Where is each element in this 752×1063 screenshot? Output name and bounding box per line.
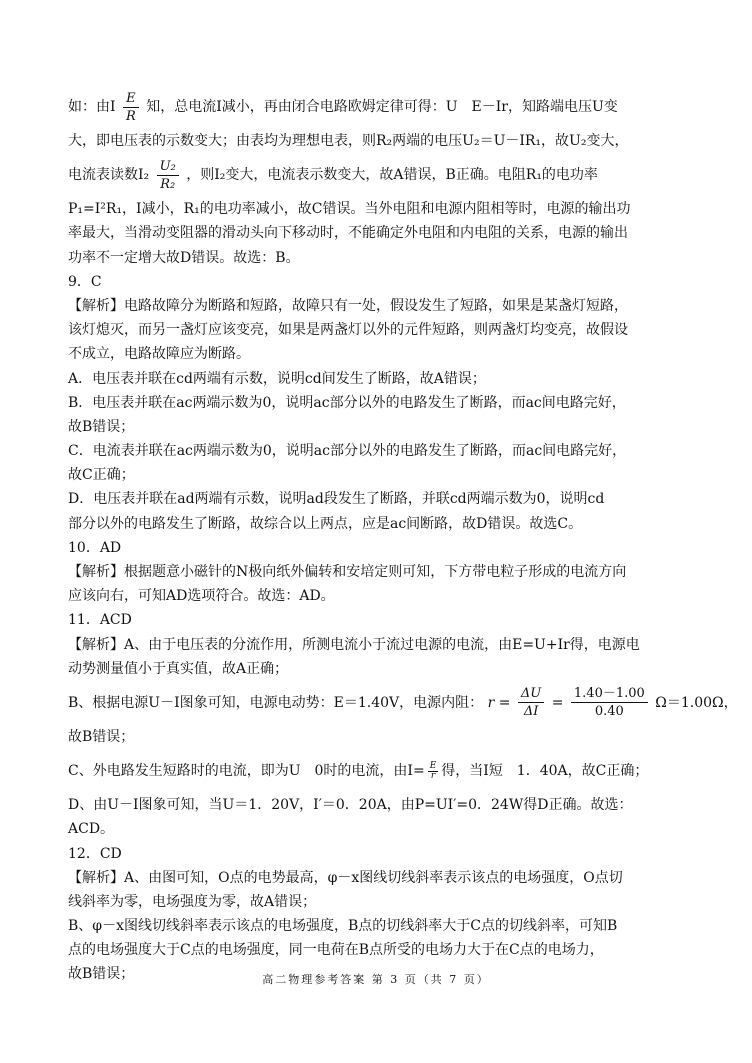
text-line: [68, 681, 738, 725]
formula-symbol: =: [551, 694, 564, 711]
option-a-line: A．电压表并联在cd两端有示数，说明cd间发生了断路，故A错误；: [68, 370, 486, 387]
text-line: 【解析】A、由图可知，O点的电势最高，φ－x图线切线斜率表示该点的电场强度，O点切: [68, 869, 623, 886]
text-line: 线斜率为零，电场强度为零，故A错误；: [68, 893, 317, 910]
fraction-values: [571, 687, 648, 718]
fraction-u2-over-r2: [157, 160, 179, 191]
fraction-e-over-r: [123, 92, 139, 123]
question-10-header: 10．AD: [68, 539, 122, 556]
text-line: D、由U－I图象可知，当U＝1．20V，I′＝0．20A，由P=UI′=0．24W得D正确。故选：: [68, 797, 633, 814]
text-line: 故B错误；: [68, 728, 135, 745]
text-line: 【解析】A、由于电压表的分流作用，所测电流小于流过电源的电流，由E=U+Ir得，电源电: [68, 636, 640, 653]
question-9-header: 9．C: [68, 273, 102, 290]
text-span: ，则I₂变大，电流表示数变大，故A错误，B正确。电阻R₁的电功率: [186, 167, 598, 184]
text-span: C、外电路发生短路时的电流，即为U 0时的电流，由I=: [68, 763, 425, 780]
text-span: B、根据电源U－I图象可知，电源电动势：E＝1.40V，电源内阻：: [68, 694, 484, 711]
fraction-denominator: R₂: [160, 176, 176, 192]
fraction-numerator: E: [429, 760, 437, 771]
text-line: 功率不一定增大故D错误。故选：B。: [68, 249, 300, 266]
option-d-line: 部分以外的电路发生了断路，故综合以上两点，应是ac间断路，故D错误。故选C。: [68, 515, 583, 532]
fraction-denominator: 0.40: [594, 704, 624, 720]
text-line: [68, 153, 688, 197]
text-span: 得，当I短 1．40A，故C正确；: [441, 763, 649, 780]
text-line: 【解析】电路故障分为断路和短路，故障只有一处，假设发生了短路，如果是某盏灯短路，: [68, 297, 628, 314]
fraction-e-over-r-small: [428, 762, 439, 781]
text-line: B、φ－x图线切线斜率表示该点的电场强度，B点的切线斜率大于C点的切线斜率，可知B: [68, 918, 618, 935]
text-span: 电流表读数I₂: [68, 167, 150, 184]
formula-symbol: r =: [487, 694, 511, 711]
text-line: [68, 749, 688, 793]
text-line: P₁=I²R₁，I减小，R₁的电功率减小，故C错误。当外电阻和电源内阻相等时，电源的输出功: [68, 201, 631, 218]
option-b-line: 故B错误；: [68, 418, 135, 435]
page-body: [68, 85, 738, 987]
fraction-denominator: ΔI: [523, 704, 539, 720]
fraction-denominator: r: [430, 770, 436, 781]
fraction-numerator: U₂: [157, 160, 179, 176]
page-footer: 高二物理参考答案 第 3 页（共 7 页）: [262, 973, 490, 986]
option-c-line: C．电流表并联在ac两端示数为0，说明ac部分以外的电路发生了断路，而ac间电路完好，: [68, 443, 627, 460]
fraction-numerator: 1.40－1.00: [571, 687, 648, 703]
text-line: 动势测量值小于真实值，故A正确；: [68, 660, 289, 677]
text-line: 应该向右，可知AD选项符合。故选：AD。: [68, 588, 335, 605]
text-span: 知，总电流I减小，再由闭合电路欧姆定律可得：U E－Ir，知路端电压U变: [146, 99, 618, 115]
text-line: [68, 85, 688, 129]
fraction-denominator: R: [125, 108, 136, 124]
text-span: Ω＝1.00Ω，: [655, 694, 738, 711]
fraction-du-over-di: [518, 687, 544, 718]
text-line: 点的电场强度大于C点的电场强度，同一电荷在B点所受的电场力大于在C点的电场力，: [68, 942, 604, 959]
text-line: 故B错误；: [68, 966, 135, 983]
text-line: 【解析】根据题意小磁针的N极向纸外偏转和安培定则可知，下方带电粒子形成的电流方向: [68, 564, 627, 580]
text-line: 大，即电压表的示数变大；由表均为理想电表，则R₂两端的电压U₂＝U－IR₁，故U₂变大，: [68, 133, 629, 149]
fraction-numerator: ΔU: [518, 687, 544, 703]
text-span: 如：由I: [68, 99, 116, 115]
question-11-header: 11．ACD: [68, 612, 132, 629]
fraction-numerator: E: [123, 92, 139, 108]
text-line: 率最大，当滑动变阻器的滑动头向下移动时，不能确定外电阻和内电阻的关系，电源的输出: [68, 225, 628, 242]
text-line: 不成立，电路故障应为断路。: [68, 346, 250, 363]
text-line: 该灯熄灭，而另一盏灯应该变亮，如果是两盏灯以外的元件短路，则两盏灯均变亮，故假设: [68, 322, 628, 339]
option-b-line: B．电压表并联在ac两端示数为0，说明ac部分以外的电路发生了断路，而ac间电路完好，: [68, 394, 626, 411]
option-c-line: 故C正确；: [68, 467, 135, 484]
question-12-header: 12．CD: [68, 845, 122, 862]
option-d-line: D．电压表并联在ad两端有示数，说明ad段发生了断路，并联cd两端示数为0，说明cd: [68, 491, 605, 508]
text-line: ACD。: [68, 821, 115, 838]
